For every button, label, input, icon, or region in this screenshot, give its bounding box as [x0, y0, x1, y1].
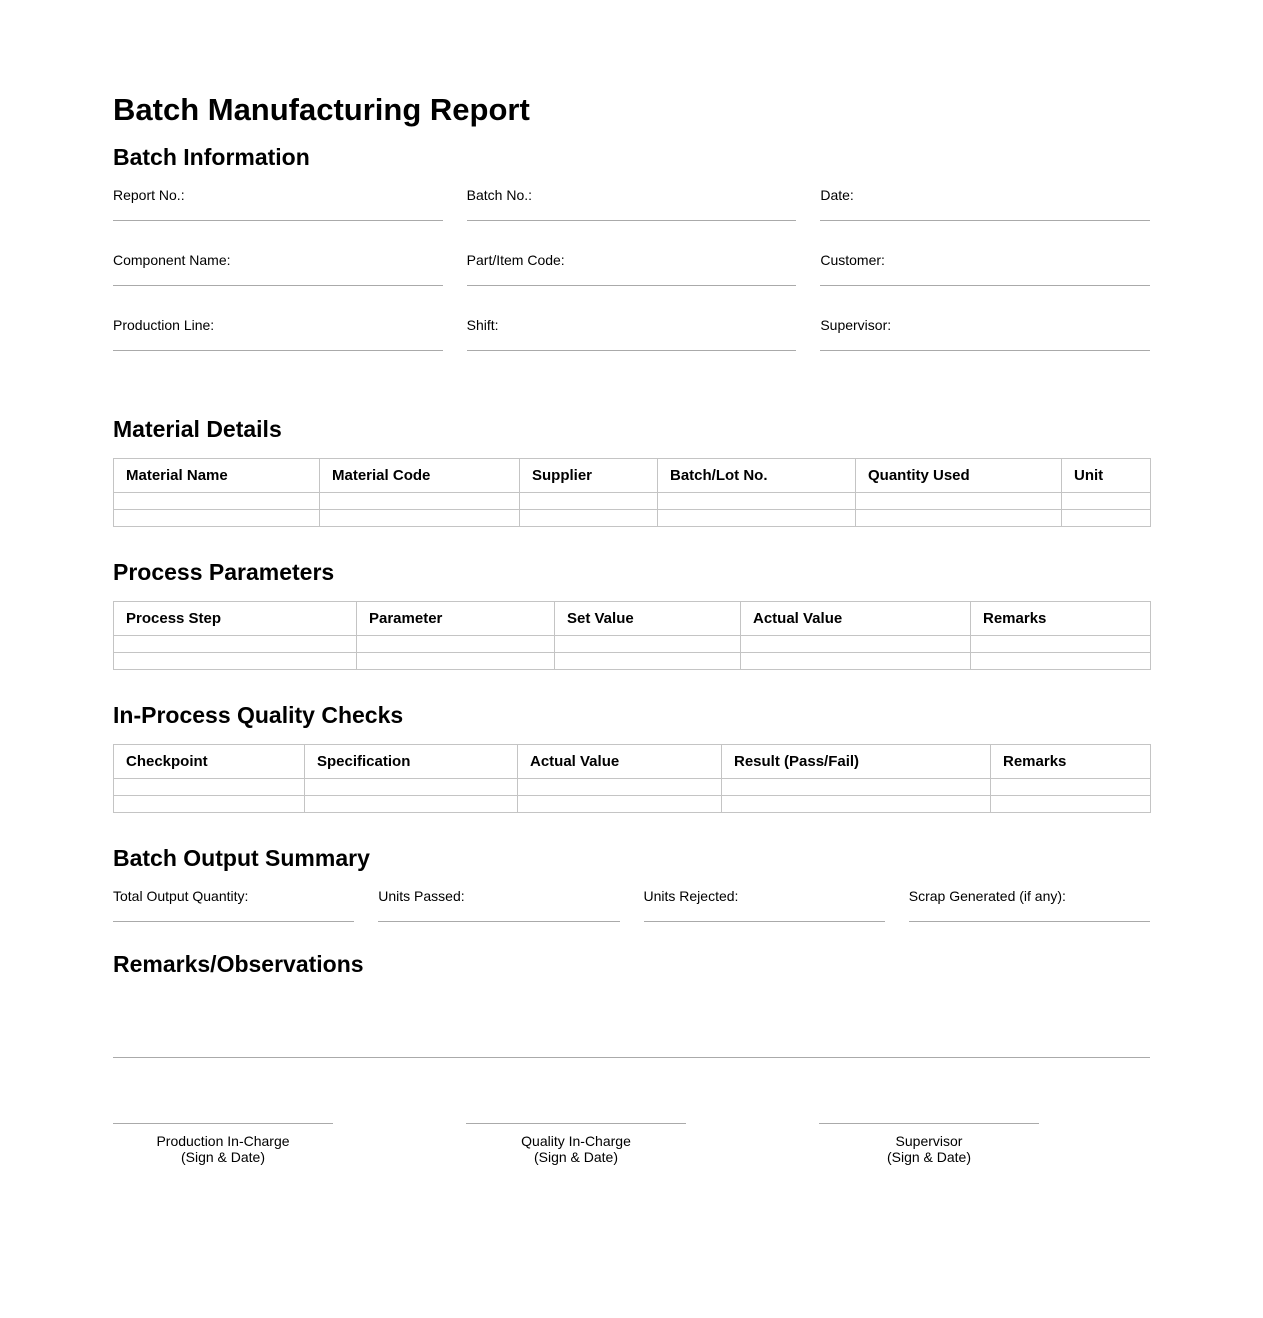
field-label: Units Passed: — [378, 888, 465, 904]
page-title: Batch Manufacturing Report — [113, 92, 530, 127]
table-cell[interactable] — [114, 796, 305, 813]
field-label: Units Rejected: — [643, 888, 739, 904]
field-line — [113, 921, 354, 922]
column-header: Remarks — [991, 745, 1151, 779]
column-header: Set Value — [555, 602, 741, 636]
section-heading-batch-info: Batch Information — [113, 144, 310, 170]
table-cell[interactable] — [856, 510, 1062, 527]
signature-note: (Sign & Date) — [533, 1149, 619, 1165]
table-cell[interactable] — [658, 510, 856, 527]
total-output-field[interactable] — [113, 888, 354, 953]
table-header-row — [114, 602, 1151, 636]
table-cell[interactable] — [555, 636, 741, 653]
table-cell[interactable] — [1062, 510, 1151, 527]
column-header: Actual Value — [741, 602, 971, 636]
field-label: Date: — [820, 187, 854, 203]
field-label: Supervisor: — [820, 317, 892, 333]
signature-quality[interactable] — [466, 1123, 686, 1165]
output-fields — [113, 888, 1150, 953]
table-cell[interactable] — [114, 510, 320, 527]
process-table — [113, 601, 1151, 670]
shift-field[interactable] — [467, 317, 797, 382]
signature-note: (Sign & Date) — [180, 1149, 266, 1165]
supervisor-field[interactable] — [820, 317, 1150, 382]
table-cell[interactable] — [991, 796, 1151, 813]
column-header: Material Code — [320, 459, 520, 493]
table-cell[interactable] — [971, 653, 1151, 670]
column-header: Actual Value — [518, 745, 722, 779]
field-line — [113, 350, 443, 351]
quality-table — [113, 744, 1151, 813]
batch-no-field[interactable] — [467, 187, 797, 252]
column-header: Material Name — [114, 459, 320, 493]
table-cell[interactable] — [741, 653, 971, 670]
table-cell[interactable] — [722, 779, 991, 796]
signature-line — [113, 1123, 333, 1124]
column-header: Remarks — [971, 602, 1151, 636]
table-row — [114, 796, 1151, 813]
field-label: Scrap Generated (if any): — [908, 888, 1066, 904]
table-cell[interactable] — [741, 636, 971, 653]
field-line — [820, 220, 1150, 221]
column-header: Result (Pass/Fail) — [722, 745, 991, 779]
field-line — [909, 921, 1150, 922]
part-item-code-field[interactable] — [467, 252, 797, 317]
table-cell[interactable] — [114, 653, 357, 670]
column-header: Unit — [1062, 459, 1151, 493]
table-row — [114, 510, 1151, 527]
field-label: Customer: — [820, 252, 885, 268]
section-heading-material: Material Details — [113, 416, 282, 442]
table-cell[interactable] — [991, 779, 1151, 796]
field-line — [113, 220, 443, 221]
section-heading-process: Process Parameters — [113, 559, 335, 585]
scrap-generated-field[interactable] — [909, 888, 1150, 953]
table-cell[interactable] — [971, 636, 1151, 653]
table-cell[interactable] — [722, 796, 991, 813]
column-header: Supplier — [520, 459, 658, 493]
signature-line — [819, 1123, 1039, 1124]
field-label: Component Name: — [113, 252, 231, 268]
signature-role: Supervisor — [895, 1133, 963, 1149]
batch-info-fields — [113, 187, 1150, 382]
column-header: Specification — [305, 745, 518, 779]
field-line — [820, 350, 1150, 351]
field-label: Total Output Quantity: — [113, 888, 249, 904]
signature-role: Production In-Charge — [156, 1133, 290, 1149]
signature-role: Quality In-Charge — [521, 1133, 631, 1149]
units-rejected-field[interactable] — [644, 888, 885, 953]
field-label: Part/Item Code: — [466, 252, 565, 268]
field-line — [820, 285, 1150, 286]
table-row — [114, 653, 1151, 670]
column-header: Process Step — [114, 602, 357, 636]
signature-line — [466, 1123, 686, 1124]
table-cell[interactable] — [114, 779, 305, 796]
field-line — [113, 285, 443, 286]
column-header: Quantity Used — [856, 459, 1062, 493]
field-label: Production Line: — [113, 317, 215, 333]
signature-note: (Sign & Date) — [886, 1149, 972, 1165]
field-line — [644, 921, 885, 922]
signature-section — [113, 1123, 1150, 1165]
field-line — [467, 285, 797, 286]
field-label: Report No.: — [113, 187, 185, 203]
table-cell[interactable] — [357, 636, 555, 653]
table-row — [114, 779, 1151, 796]
field-line — [378, 921, 619, 922]
production-line-field[interactable] — [113, 317, 443, 382]
table-cell[interactable] — [320, 493, 520, 510]
table-cell[interactable] — [357, 653, 555, 670]
table-cell[interactable] — [555, 653, 741, 670]
material-table — [113, 458, 1151, 527]
table-cell[interactable] — [520, 510, 658, 527]
table-row — [114, 493, 1151, 510]
table-cell[interactable] — [320, 510, 520, 527]
date-field[interactable] — [820, 187, 1150, 252]
remarks-input[interactable] — [113, 979, 1150, 1058]
field-line — [467, 220, 797, 221]
table-header-row — [114, 745, 1151, 779]
table-row — [114, 636, 1151, 653]
table-cell[interactable] — [856, 493, 1062, 510]
column-header: Batch/Lot No. — [658, 459, 856, 493]
signature-supervisor[interactable] — [819, 1123, 1039, 1165]
section-heading-remarks: Remarks/Observations — [113, 951, 364, 977]
table-header-row — [114, 459, 1151, 493]
table-cell[interactable] — [658, 493, 856, 510]
table-cell[interactable] — [114, 636, 357, 653]
section-heading-output: Batch Output Summary — [113, 845, 370, 871]
report-no-field[interactable] — [113, 187, 443, 252]
column-header: Checkpoint — [114, 745, 305, 779]
units-passed-field[interactable] — [378, 888, 619, 953]
table-cell[interactable] — [518, 796, 722, 813]
table-cell[interactable] — [305, 796, 518, 813]
section-heading-quality: In-Process Quality Checks — [113, 702, 404, 728]
customer-field[interactable] — [820, 252, 1150, 317]
field-label: Batch No.: — [466, 187, 533, 203]
signature-production[interactable] — [113, 1123, 333, 1165]
table-cell[interactable] — [114, 493, 320, 510]
report-page — [113, 88, 1150, 1165]
field-label: Shift: — [466, 317, 499, 333]
table-cell[interactable] — [520, 493, 658, 510]
table-cell[interactable] — [518, 779, 722, 796]
table-cell[interactable] — [305, 779, 518, 796]
field-line — [467, 350, 797, 351]
component-name-field[interactable] — [113, 252, 443, 317]
table-cell[interactable] — [1062, 493, 1151, 510]
column-header: Parameter — [357, 602, 555, 636]
